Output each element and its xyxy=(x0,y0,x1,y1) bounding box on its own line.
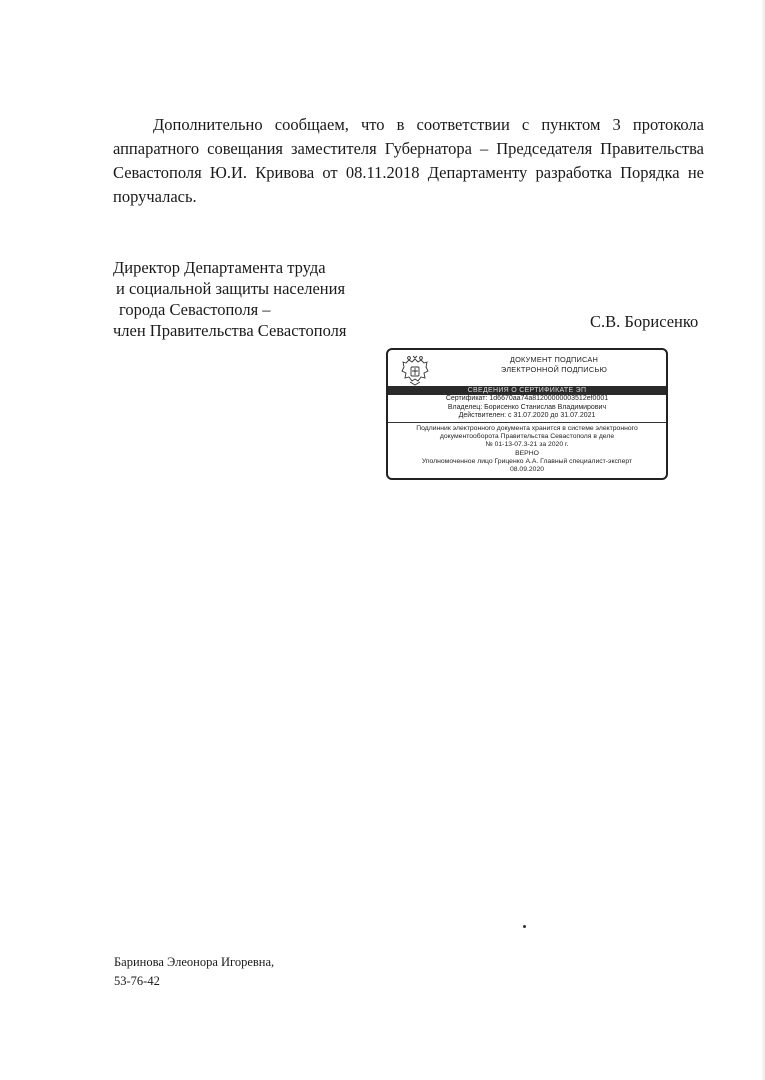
stamp-cert-bar: СВЕДЕНИЯ О СЕРТИФИКАТЕ ЭП xyxy=(388,386,666,395)
executor-phone: 53-76-42 xyxy=(114,974,160,988)
signatory-title-line: и социальной защиты населения xyxy=(116,279,346,298)
signatory-title xyxy=(113,257,346,341)
stamp-valid: Действителен: с 31.07.2020 до 31.07.2021 xyxy=(458,412,596,419)
stamp-orig-line: 08.09.2020 xyxy=(509,466,545,474)
stamp-header-line: ЭЛЕКТРОННОЙ ПОДПИСЬЮ xyxy=(500,365,608,374)
stamp-owner: Владелец: Борисенко Станислав Владимирович xyxy=(447,403,607,411)
stamp-orig-line: документооборота Правительства Севастополя в деле xyxy=(439,433,615,441)
executor-name: Баринова Элеонора Игоревна, xyxy=(114,955,275,969)
stamp-orig-line: ВЕРНО xyxy=(515,449,539,457)
stamp-orig-line: Подлинник электронного документа хранится в системе электронного xyxy=(416,425,638,432)
letter-paragraph: Дополнительно сообщаем, что в соответствии с пунктом 3 протокола аппаратного совещания заместителя Губернатора – Председателя Правительства Севастополя Ю.И. Кривова от 08.11.2018 Департаменту разработка Порядка не поручалась. xyxy=(113,115,704,206)
coat-of-arms-icon xyxy=(398,354,432,388)
scan-speck xyxy=(523,925,526,928)
electronic-signature-stamp xyxy=(386,348,668,480)
stamp-header-line: ДОКУМЕНТ ПОДПИСАН xyxy=(509,355,599,364)
signatory-title-line: член Правительства Севастополя xyxy=(113,321,347,340)
stamp-divider xyxy=(388,422,666,423)
page-edge-shadow xyxy=(761,0,765,1080)
stamp-original-info xyxy=(388,425,666,474)
signatory-name: С.В. Борисенко xyxy=(590,312,699,331)
signatory-title-line: Директор Департамента труда xyxy=(113,258,326,277)
stamp-cert-info xyxy=(388,395,666,421)
executor-info xyxy=(114,953,274,991)
signatory-title-line: города Севастополя – xyxy=(119,300,271,319)
stamp-certificate: Сертификат: 1d6670aa74a81200000003512ef0001 xyxy=(445,395,609,402)
stamp-orig-line: № 01-13-07.3-21 за 2020 г. xyxy=(485,441,569,449)
stamp-header xyxy=(448,355,660,375)
stamp-orig-line: Уполномоченное лицо Гриценко А.А. Главный специалист-эксперт xyxy=(421,457,633,465)
